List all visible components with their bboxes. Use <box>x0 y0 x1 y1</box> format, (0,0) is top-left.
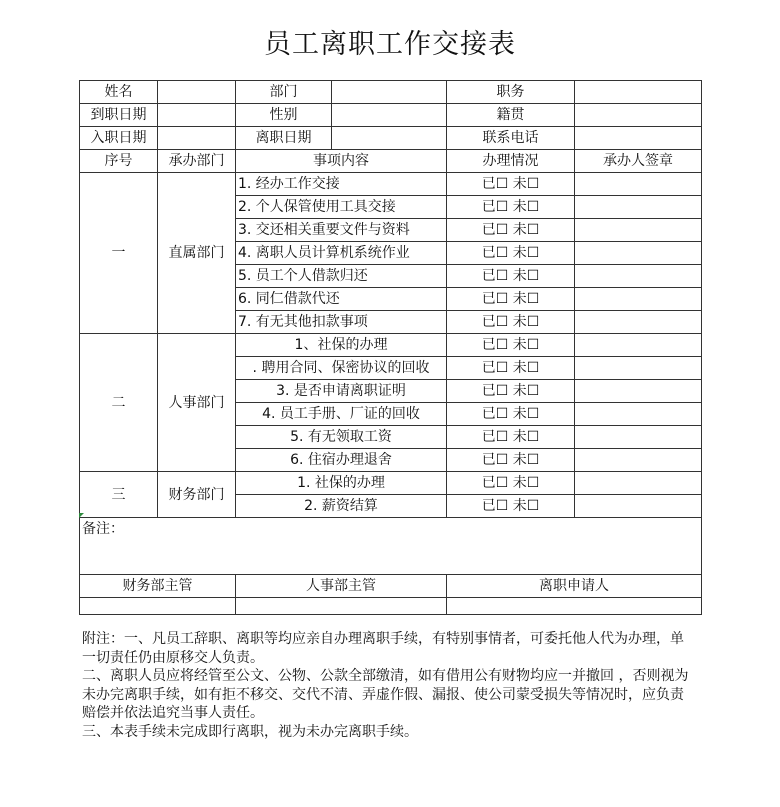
header-row-3 <box>80 127 702 150</box>
group-dept: 财务部门 <box>158 472 236 518</box>
table-row <box>80 472 702 495</box>
item-content: . 聘用合同、保密协议的回收 <box>236 357 447 380</box>
item-content: 7. 有无其他扣款事项 <box>236 311 447 334</box>
sig-hr-value[interactable] <box>236 598 447 615</box>
status-checkbox[interactable]: 已☐ 未☐ <box>447 380 575 403</box>
group-seq: 三 <box>80 472 158 518</box>
item-content: 3. 交还相关重要文件与资料 <box>236 219 447 242</box>
item-content: 4. 员工手册、厂证的回收 <box>236 403 447 426</box>
signature-label-row <box>80 575 702 598</box>
sign-cell[interactable] <box>575 311 702 334</box>
status-checkbox[interactable]: 已☐ 未☐ <box>447 334 575 357</box>
sig-hr-label: 人事部主管 <box>236 575 447 598</box>
value-leave-date[interactable] <box>332 127 447 150</box>
sign-cell[interactable] <box>575 265 702 288</box>
sig-finance-label: 财务部主管 <box>80 575 236 598</box>
note-paragraph: 三、本表手续未完成即行离职，视为未办完离职手续。 <box>82 723 418 740</box>
table-row <box>80 334 702 357</box>
status-checkbox[interactable]: 已☐ 未☐ <box>447 242 575 265</box>
sig-applicant-value[interactable] <box>447 598 702 615</box>
sign-cell[interactable] <box>575 196 702 219</box>
remarks-label: 备注： <box>82 521 124 537</box>
note-paragraph: 附注：一、凡员工辞职、离职等均应亲自办理离职手续，有特别事情者，可委托他人代为办理，单一切责任仍由原移交人负责。 <box>82 631 684 666</box>
sign-cell[interactable] <box>575 173 702 196</box>
status-checkbox[interactable]: 已☐ 未☐ <box>447 219 575 242</box>
value-position[interactable] <box>575 81 702 104</box>
status-checkbox[interactable]: 已☐ 未☐ <box>447 265 575 288</box>
remarks-row <box>80 518 702 575</box>
status-checkbox[interactable]: 已☐ 未☐ <box>447 449 575 472</box>
sign-cell[interactable] <box>575 472 702 495</box>
column-header-row <box>80 150 702 173</box>
status-checkbox[interactable]: 已☐ 未☐ <box>447 403 575 426</box>
group-dept: 人事部门 <box>158 334 236 472</box>
item-content: 1. 社保的办理 <box>236 472 447 495</box>
value-gender[interactable] <box>332 104 447 127</box>
sig-finance-value[interactable] <box>80 598 236 615</box>
status-checkbox[interactable]: 已☐ 未☐ <box>447 495 575 518</box>
sign-cell[interactable] <box>575 380 702 403</box>
sign-cell[interactable] <box>575 242 702 265</box>
value-department[interactable] <box>332 81 447 104</box>
group-dept: 直属部门 <box>158 173 236 334</box>
item-content: 2. 个人保管使用工具交接 <box>236 196 447 219</box>
handover-table <box>79 80 702 615</box>
label-phone: 联系电话 <box>447 127 575 150</box>
item-content: 4. 离职人员计算机系统作业 <box>236 242 447 265</box>
sign-cell[interactable] <box>575 288 702 311</box>
item-content: 5. 员工个人借款归还 <box>236 265 447 288</box>
item-content: 6. 同仁借款代还 <box>236 288 447 311</box>
label-gender: 性别 <box>236 104 332 127</box>
sign-cell[interactable] <box>575 403 702 426</box>
value-arrival-date[interactable] <box>158 104 236 127</box>
col-sign: 承办人签章 <box>575 150 702 173</box>
table-row <box>80 173 702 196</box>
sign-cell[interactable] <box>575 426 702 449</box>
sign-cell[interactable] <box>575 334 702 357</box>
header-row-1 <box>80 81 702 104</box>
label-name: 姓名 <box>80 81 158 104</box>
item-content: 1、社保的办理 <box>236 334 447 357</box>
item-content: 5. 有无领取工资 <box>236 426 447 449</box>
item-content: 3. 是否申请离职证明 <box>236 380 447 403</box>
group-seq: 一 <box>80 173 158 334</box>
value-native-place[interactable] <box>575 104 702 127</box>
status-checkbox[interactable]: 已☐ 未☐ <box>447 196 575 219</box>
status-checkbox[interactable]: 已☐ 未☐ <box>447 311 575 334</box>
remarks-cell[interactable] <box>80 518 702 575</box>
label-department: 部门 <box>236 81 332 104</box>
form-title: 员工离职工作交接表 <box>264 29 516 60</box>
signature-value-row <box>80 598 702 615</box>
col-dept: 承办部门 <box>158 150 236 173</box>
sign-cell[interactable] <box>575 357 702 380</box>
sign-cell[interactable] <box>575 219 702 242</box>
notes-section <box>82 630 692 741</box>
item-content: 1. 经办工作交接 <box>236 173 447 196</box>
col-item: 事项内容 <box>236 150 447 173</box>
col-status: 办理情况 <box>447 150 575 173</box>
status-checkbox[interactable]: 已☐ 未☐ <box>447 357 575 380</box>
label-native-place: 籍贯 <box>447 104 575 127</box>
sign-cell[interactable] <box>575 495 702 518</box>
status-checkbox[interactable]: 已☐ 未☐ <box>447 472 575 495</box>
group-seq: 二 <box>80 334 158 472</box>
note-paragraph: 二、离职人员应将经管至公文、公物、公款全部缴清，如有借用公有财物均应一并撤回 ，否则视为未办完离职手续，如有拒不移交、交代不清、弄虚作假、漏报、使公司蒙受损失等情况时，应负责赔偿并依法追究当事人责任。 <box>82 668 689 721</box>
item-content: 2. 薪资结算 <box>236 495 447 518</box>
label-entry-date: 入职日期 <box>80 127 158 150</box>
label-leave-date: 离职日期 <box>236 127 332 150</box>
col-seq: 序号 <box>80 150 158 173</box>
header-row-2 <box>80 104 702 127</box>
status-checkbox[interactable]: 已☐ 未☐ <box>447 288 575 311</box>
label-arrival-date: 到职日期 <box>80 104 158 127</box>
sig-applicant-label: 离职申请人 <box>447 575 702 598</box>
value-entry-date[interactable] <box>158 127 236 150</box>
cell-comment-marker <box>79 513 84 518</box>
value-name[interactable] <box>158 81 236 104</box>
label-position: 职务 <box>447 81 575 104</box>
value-phone[interactable] <box>575 127 702 150</box>
status-checkbox[interactable]: 已☐ 未☐ <box>447 426 575 449</box>
item-content: 6. 住宿办理退舍 <box>236 449 447 472</box>
status-checkbox[interactable]: 已☐ 未☐ <box>447 173 575 196</box>
sign-cell[interactable] <box>575 449 702 472</box>
